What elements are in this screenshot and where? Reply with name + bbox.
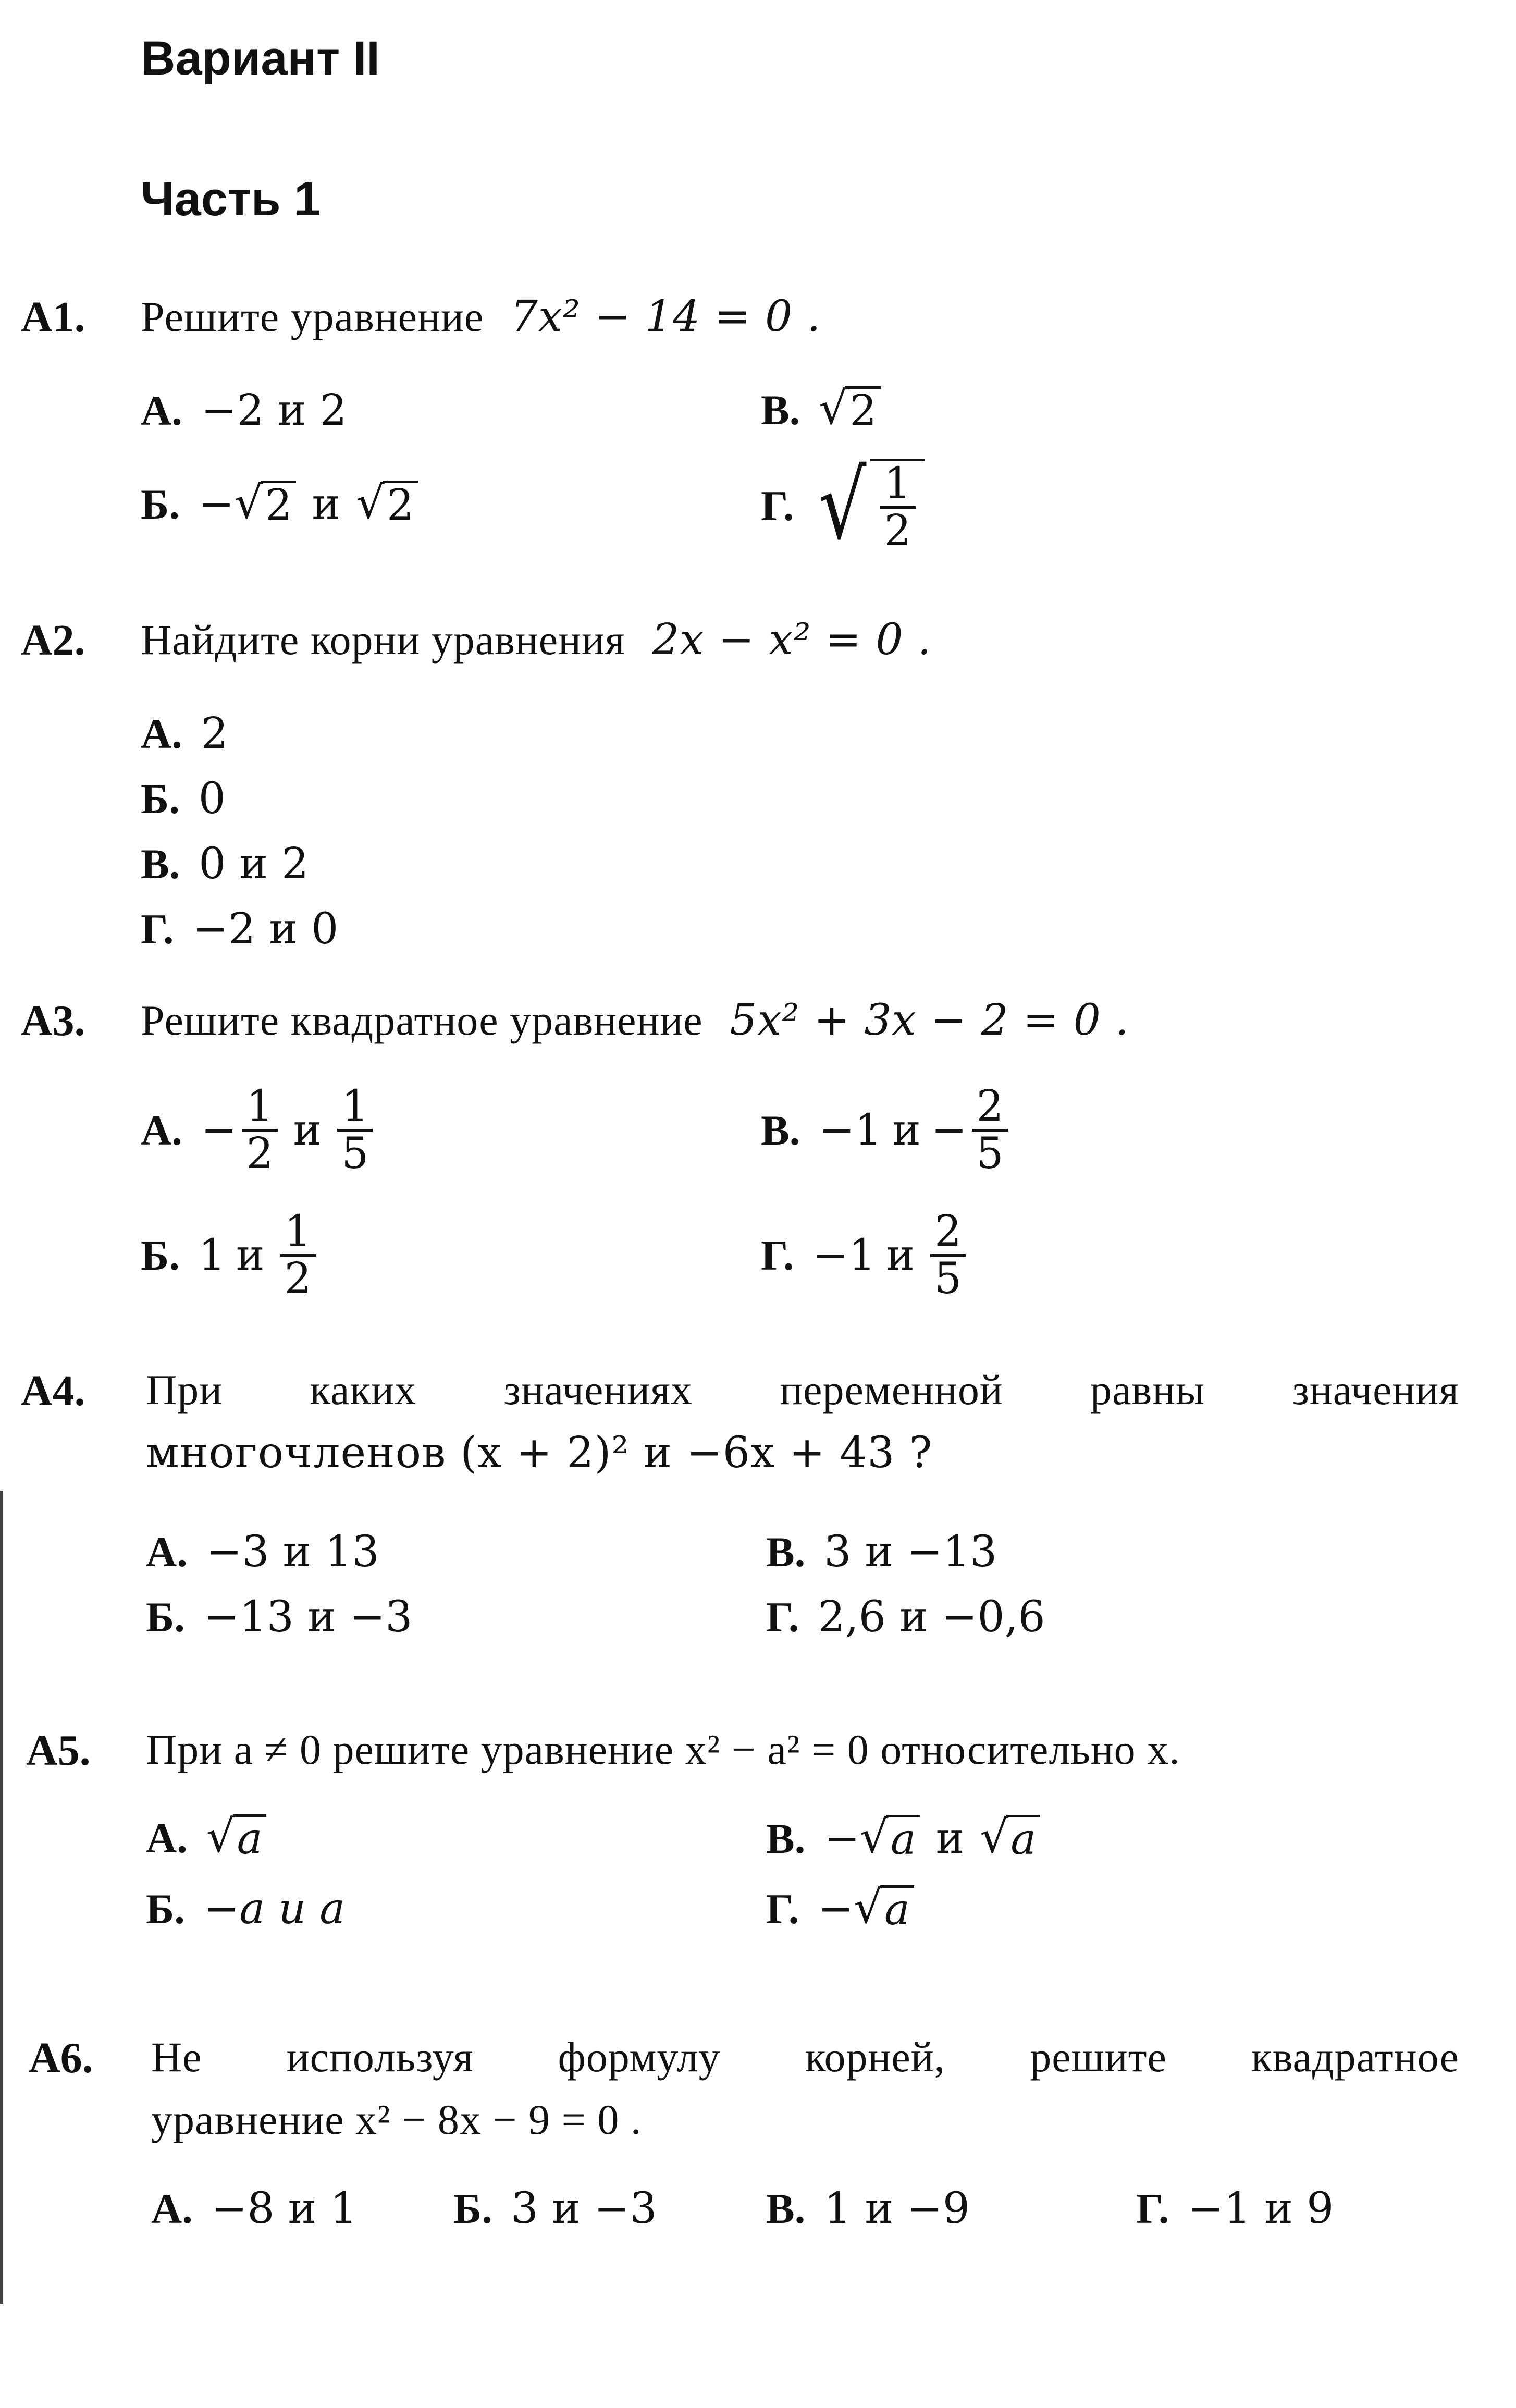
- option-label: Б.: [146, 1885, 185, 1933]
- question-3-text: [141, 996, 1129, 1045]
- question-6-option-a[interactable]: [151, 2184, 358, 2233]
- option-label: Г.: [141, 905, 174, 953]
- option-value: −1: [819, 1105, 882, 1156]
- sqrt-symbol: √ 2: [819, 386, 881, 434]
- conjunction: и: [236, 1231, 265, 1281]
- option-label: Г.: [761, 482, 794, 530]
- question-2-text: [141, 615, 932, 665]
- option-label: В.: [761, 386, 800, 434]
- question-4-option-g[interactable]: [766, 1592, 1045, 1642]
- page-edge-line: [0, 1491, 3, 2304]
- question-3-option-v[interactable]: [761, 1082, 1013, 1179]
- part-title: Часть 1: [141, 173, 321, 226]
- option-value: −2 и 2: [201, 386, 347, 435]
- question-6-number: А6.: [29, 2034, 93, 2082]
- option-label: Г.: [761, 1231, 794, 1279]
- option-label: Б.: [146, 1593, 185, 1641]
- option-label: А.: [141, 386, 182, 434]
- conjunction: и: [293, 1105, 322, 1156]
- question-1-option-a[interactable]: [141, 386, 347, 435]
- question-5-option-g[interactable]: [766, 1881, 914, 1935]
- sqrt-symbol: √ 2: [234, 481, 296, 528]
- minus-sign: −: [818, 1884, 854, 1934]
- minus-sign: −: [931, 1105, 967, 1156]
- question-1-number: А1.: [21, 293, 85, 341]
- fraction: $\frac{2}{5}$: [930, 1209, 966, 1301]
- question-4-option-v[interactable]: [766, 1527, 997, 1577]
- option-value: 3 и −13: [824, 1527, 997, 1577]
- question-5-option-a[interactable]: [146, 1811, 266, 1864]
- fraction: $\frac{1}{2}$: [242, 1084, 277, 1176]
- option-value: 1: [198, 1231, 226, 1281]
- question-6-text-line-1: Не используя формулу корней, решите квадратное: [151, 2033, 1459, 2081]
- option-value: −2 и 0: [192, 904, 339, 954]
- question-4-text-line-2: многочленов (x + 2)² и −6x + 43 ?: [146, 1428, 933, 1478]
- option-label: Б.: [141, 1231, 180, 1279]
- fraction: $\frac{1}{2}$: [880, 461, 915, 554]
- question-6-option-b[interactable]: [453, 2184, 657, 2233]
- question-6-option-v[interactable]: [766, 2184, 970, 2233]
- question-4-number: А4.: [21, 1367, 85, 1415]
- variant-title: Вариант II: [141, 32, 380, 85]
- option-label: А.: [146, 1814, 188, 1862]
- option-value: −3 и 13: [206, 1527, 379, 1577]
- option-value: 0 и 2: [199, 839, 309, 889]
- question-2-number: А2.: [21, 616, 85, 665]
- option-value: −13 и −3: [203, 1592, 413, 1642]
- option-value: −a и a: [203, 1884, 346, 1934]
- question-1-equation: 7x² − 14 = 0 .: [510, 292, 821, 341]
- option-value: 3 и −3: [511, 2184, 657, 2233]
- question-3-option-g[interactable]: [761, 1207, 971, 1304]
- option-value: 2: [201, 709, 228, 758]
- option-label: В.: [766, 2184, 806, 2232]
- question-5-option-v[interactable]: [766, 1811, 1040, 1864]
- option-label: В.: [141, 840, 180, 888]
- question-5-option-b[interactable]: [146, 1884, 345, 1934]
- option-value: −1 и 9: [1188, 2184, 1334, 2233]
- option-value: −8 и 1: [211, 2184, 358, 2233]
- option-label: А.: [151, 2184, 193, 2232]
- question-5-number: А5.: [26, 1726, 91, 1775]
- minus-sign: −: [824, 1814, 860, 1863]
- option-value: −1: [812, 1231, 876, 1281]
- option-value: 1 и −9: [824, 2184, 970, 2233]
- question-3-option-b[interactable]: [141, 1207, 321, 1304]
- question-2-option-v[interactable]: [141, 839, 309, 889]
- question-3-number: А3.: [21, 997, 85, 1045]
- question-2-prompt: Найдите корни уравнения: [141, 616, 625, 664]
- sqrt-symbol: √ a: [860, 1815, 920, 1862]
- option-label: А.: [146, 1528, 188, 1576]
- question-6-option-g[interactable]: [1136, 2184, 1334, 2233]
- question-1-prompt: Решите уравнение: [141, 293, 484, 340]
- question-1-text: [141, 292, 821, 341]
- fraction: $\frac{2}{5}$: [972, 1084, 1007, 1176]
- option-label: Б.: [453, 2184, 492, 2232]
- sqrt-symbol: √ a: [980, 1815, 1040, 1862]
- sqrt-symbol: √ $\frac{1}{2}$: [812, 459, 925, 554]
- sqrt-symbol: √ 2: [356, 481, 418, 528]
- question-4-option-b[interactable]: [146, 1592, 412, 1642]
- conjunction: и: [312, 480, 341, 529]
- question-3-prompt: Решите квадратное уравнение: [141, 997, 703, 1044]
- option-label: Г.: [1136, 2184, 1169, 2232]
- question-4-option-a[interactable]: [146, 1527, 379, 1577]
- option-label: Г.: [766, 1885, 799, 1933]
- question-1-option-v[interactable]: [761, 383, 881, 436]
- question-2-option-a[interactable]: [141, 709, 228, 758]
- sqrt-symbol: √ a: [854, 1885, 914, 1933]
- question-1-option-g[interactable]: [761, 451, 925, 560]
- conjunction: и: [892, 1105, 921, 1156]
- question-3-option-a[interactable]: [141, 1082, 378, 1179]
- option-label: А.: [141, 709, 182, 757]
- option-value: 0: [198, 774, 226, 824]
- question-3-equation: 5x² + 3x − 2 = 0 .: [730, 996, 1129, 1045]
- question-4-text-line-1: При каких значениях переменной равны значения: [146, 1366, 1459, 1414]
- conjunction: и: [935, 1814, 965, 1863]
- option-label: А.: [141, 1106, 182, 1154]
- minus-sign: −: [201, 1105, 237, 1156]
- option-value: 2,6 и −0,6: [818, 1592, 1045, 1642]
- fraction: $\frac{1}{5}$: [337, 1084, 373, 1176]
- sqrt-symbol: √ a: [206, 1814, 267, 1862]
- question-2-option-b[interactable]: [141, 774, 226, 824]
- question-5-text: При a ≠ 0 решите уравнение x² − a² = 0 относительно x.: [146, 1726, 1180, 1773]
- question-2-option-g[interactable]: [141, 904, 338, 954]
- option-label: В.: [766, 1528, 806, 1576]
- option-label: Г.: [766, 1593, 799, 1641]
- question-2-equation: 2x − x² = 0 .: [652, 615, 932, 665]
- option-label: В.: [766, 1814, 806, 1862]
- conjunction: и: [886, 1231, 915, 1281]
- option-label: Б.: [141, 775, 180, 822]
- option-label: Б.: [141, 480, 180, 528]
- fraction: $\frac{1}{2}$: [280, 1209, 316, 1301]
- question-1-option-b[interactable]: [141, 476, 418, 530]
- minus-sign: −: [198, 480, 235, 529]
- question-6-text-line-2: уравнение x² − 8x − 9 = 0 .: [151, 2096, 642, 2143]
- option-label: В.: [761, 1106, 800, 1154]
